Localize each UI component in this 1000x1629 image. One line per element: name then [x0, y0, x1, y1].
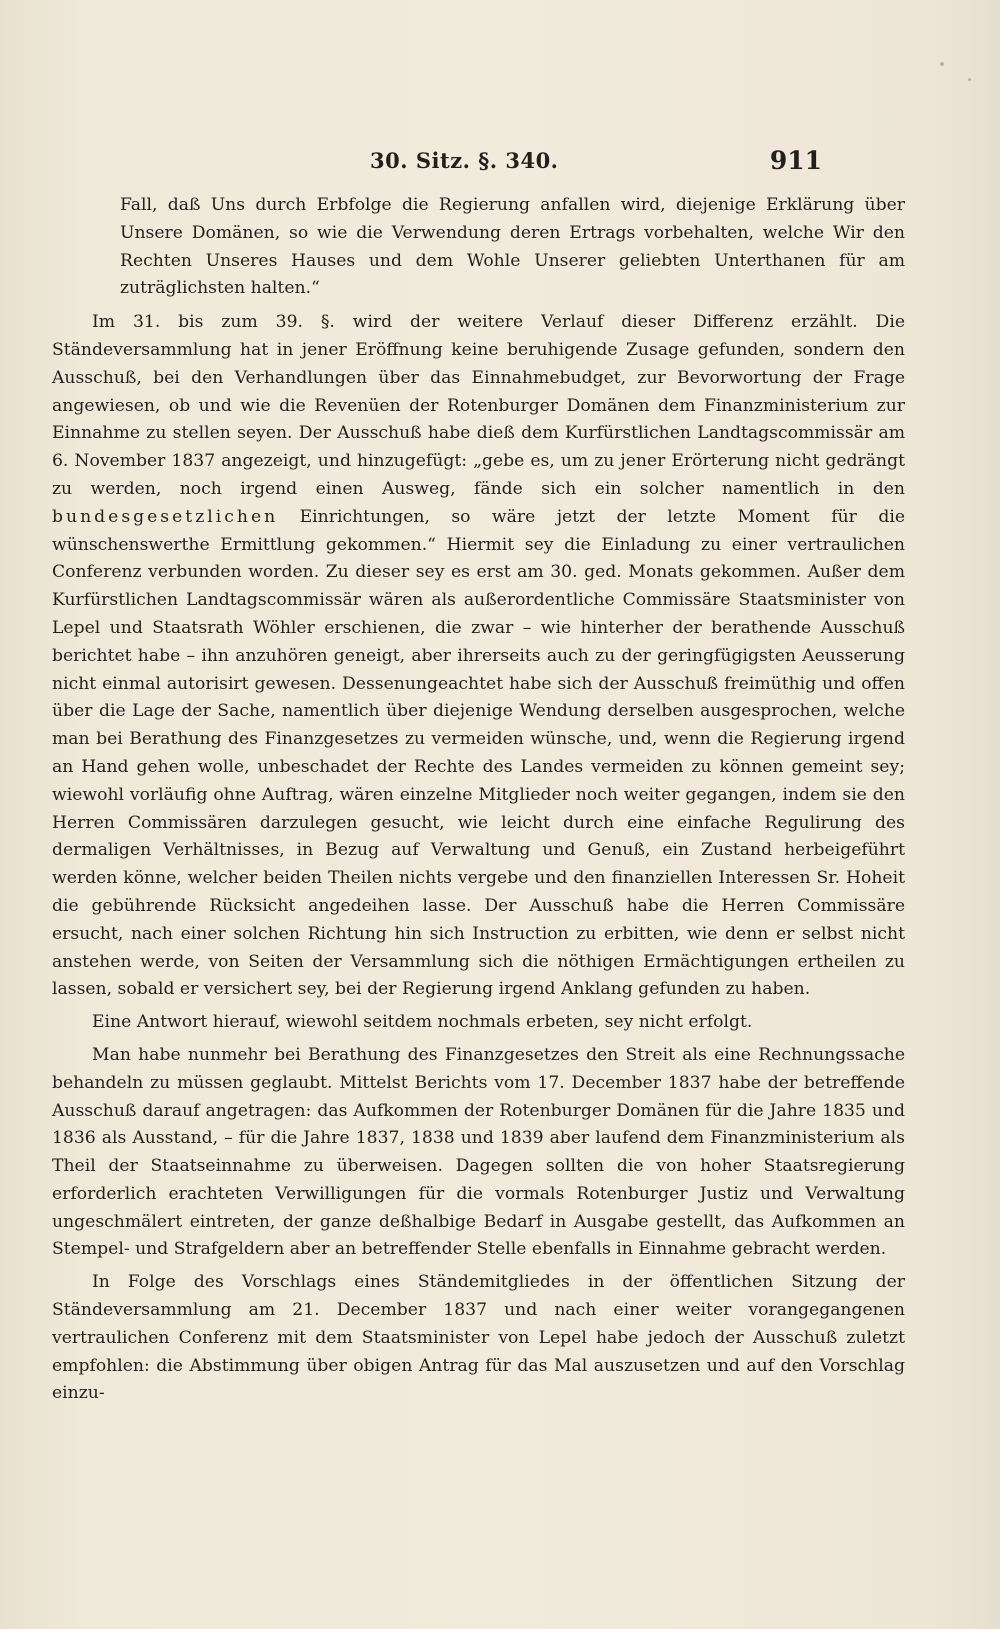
page-number: 911	[769, 146, 822, 175]
paragraph-difference-narrative	[52, 309, 905, 1004]
paper-speck	[968, 78, 971, 81]
paragraph-quote-continuation: Fall, daß Uns durch Erbfolge die Regierung anfallen wird, diejenige Erklärung über Unsere Domänen, so wie die Verwendung deren Ertrags vorbehalten, welche Wir den Rechten Unseres Hauses und dem Wohle Unserer geliebten Unterthanen für am zuträglichsten halten.“	[120, 195, 905, 299]
paragraph-text-part-b: Einrichtungen, so wäre jetzt der letzte Moment für die wünschenswerthe Ermittlung gekommen.“ Hiermit sey die Einladung zu einer vertraulichen Conferenz verbunden worden. Zu dieser sey es erst am 30. ged. Monats gekommen. Außer dem Kurfürstlichen Landtagscommissär wären als außerordentliche Commissäre Staatsminister von Lepel und Staatsrath Wöhler erschienen, die zwar – wie hinterher der berathende Ausschuß berichtet habe – ihn anzuhören geneigt, aber ihrerseits auch zu der geringfügigsten Aeusserung nicht einmal autorisirt gewesen. Dessenungeachtet habe sich der Ausschuß freimüthig und offen über die Lage der Sache, namentlich über diejenige Wendung derselben ausgesprochen, welche man bei Berathung des Finanzgesetzes zu vermeiden wünsche, und, wenn die Regierung irgend an Hand gehen wolle, unbeschadet der Rechte des Landes vermeiden zu können gemeint sey; wiewohl vorläufig ohne Auftrag, wären einzelne Mitglieder noch weiter gegangen, indem sie den Herren Commissären darzulegen gesucht, wie leicht durch eine einfache Regulirung des dermaligen Verhältnisses, in Bezug auf Verwaltung und Genuß, ein Zustand herbeigeführt werden könne, welcher beiden Theilen nichts vergebe und den finanziellen Interessen Sr. Hoheit die gebührende Rücksicht angedeihen lasse. Der Ausschuß habe die Herren Commissäre ersucht, nach einer solchen Richtung hin sich Instruction zu erbitten, wie denn er selbst nicht anstehen werde, von Seiten der Versammlung sich die nöthigen Ermächtigungen ertheilen zu lassen, sobald er versichert sey, bei der Regierung irgend Anklang gefunden zu haben.	[52, 506, 905, 1000]
running-head: 30. Sitz. §. 340.	[370, 148, 559, 173]
page-header	[0, 148, 1000, 182]
paper-speck	[940, 62, 944, 66]
paragraph-accounting-matter: Man habe nunmehr bei Berathung des Finanzgesetzes den Streit als eine Rechnungssache behandeln zu müssen geglaubt. Mittelst Berichts vom 17. December 1837 habe der betreffende Ausschuß darauf angetragen: das Aufkommen der Rotenburger Domänen für die Jahre 1835 und 1836 als Ausstand, – für die Jahre 1837, 1838 und 1839 aber laufend dem Finanzministerium als Theil der Staatseinnahme zu überweisen. Dagegen sollten die von hoher Staatsregierung erforderlich erachteten Verwilligungen für die vormals Rotenburger Justiz und Verwaltung ungeschmälert eintreten, der ganze deßhalbige Bedarf in Ausgabe gestellt, das Aufkommen an Stempel- und Strafgeldern aber an betreffender Stelle ebenfalls in Einnahme gebracht werden.	[52, 1044, 905, 1260]
body-text	[52, 192, 905, 1413]
paragraph-text-part-a: Im 31. bis zum 39. §. wird der weitere Verlauf dieser Differenz erzählt. Die Ständeversammlung hat in jener Eröffnung keine beruhigende Zusage gefunden, sondern den Ausschuß, bei den Verhandlungen über das Einnahmebudget, zur Bevorwortung der Frage angewiesen, ob und wie die Revenüen der Rotenburger Domänen dem Finanzministerium zur Einnahme zu stellen seyen. Der Ausschuß habe dieß dem Kurfürstlichen Landtagscommissär am 6. November 1837 angezeigt, und hinzugefügt: „gebe es, um zu jener Erörterung nicht gedrängt zu werden, noch irgend einen Ausweg, fände sich ein solcher namentlich in den	[52, 312, 905, 499]
paragraph-no-answer: Eine Antwort hierauf, wiewohl seitdem nochmals erbeten, sey nicht erfolgt.	[92, 1012, 753, 1033]
emphasized-word: bundesgesetzlichen	[52, 506, 279, 527]
paragraph-proposal: In Folge des Vorschlags eines Ständemitgliedes in der öffentlichen Sitzung der Ständeversammlung am 21. December 1837 und nach einer weiter vorangegangenen vertraulichen Conferenz mit dem Staatsminister von Lepel habe jedoch der Ausschuß zuletzt empfohlen: die Abstimmung über obigen Antrag für das Mal auszusetzen und auf den Vorschlag einzu-	[52, 1272, 905, 1404]
